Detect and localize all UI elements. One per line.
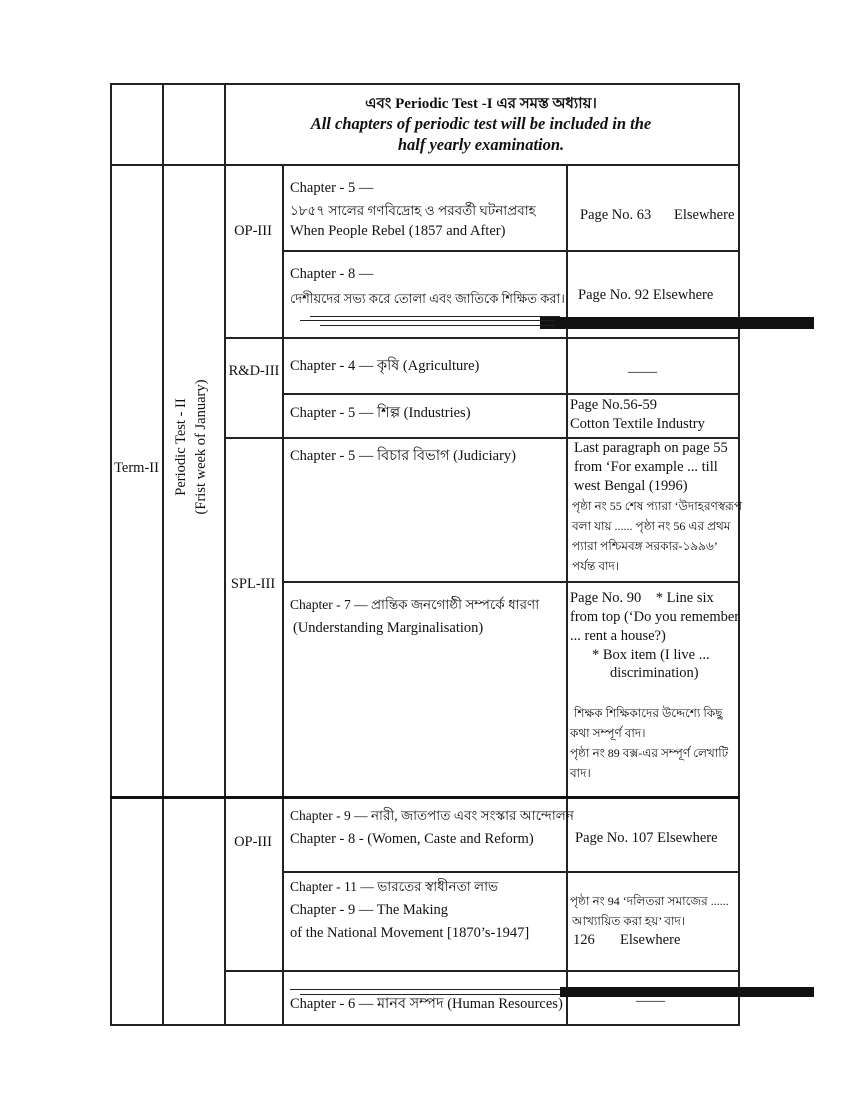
col-sep-4 bbox=[566, 165, 568, 1026]
scan-artifact-bar bbox=[560, 987, 814, 997]
subject-spl3: SPL-III bbox=[230, 576, 276, 592]
header-rule bbox=[110, 164, 739, 166]
remark-line: কথা সম্পূর্ণ বাদ। bbox=[570, 726, 646, 740]
row-sep bbox=[282, 250, 739, 252]
row-sep bbox=[282, 393, 739, 395]
remark-line: পৃষ্ঠা নং 89 বক্স-এর সম্পূর্ণ লেখাটি bbox=[570, 746, 729, 760]
remark-line: পর্যন্ত বাদ। bbox=[572, 559, 620, 573]
chapter-line: Chapter - 5 — বিচার বিভাগ (Judiciary) bbox=[290, 448, 516, 464]
subject-op3-b: OP-III bbox=[234, 834, 272, 850]
periodic-test-line2: (Frist week of January) bbox=[193, 379, 209, 515]
scan-artifact-bar bbox=[540, 317, 814, 329]
remark-line: Page No. 107 Elsewhere bbox=[575, 830, 718, 846]
remark-line: from ‘For example ... till bbox=[574, 459, 718, 475]
remark-line: পৃষ্ঠা নং 55 শেষ প্যারা ‘উদাহরণস্বরূপ bbox=[572, 499, 743, 513]
scan-artifact-stroke bbox=[310, 316, 560, 317]
header-english-line1: All chapters of periodic test will be included in the bbox=[310, 114, 652, 133]
remark-line: west Bengal (1996) bbox=[574, 478, 688, 494]
scan-artifact-stroke bbox=[320, 325, 555, 326]
remark-line: Elsewhere bbox=[620, 932, 681, 948]
remark-line: Elsewhere bbox=[674, 207, 735, 223]
chapter-line: Chapter - 9 — The Making bbox=[290, 902, 448, 918]
periodic-test-line1: Periodic Test - II bbox=[173, 398, 189, 496]
remark-line: Page No. 63 bbox=[580, 207, 652, 223]
remark-line: discrimination) bbox=[610, 665, 699, 681]
header-english-line2: half yearly examination. bbox=[397, 135, 565, 154]
chapter-line: When People Rebel (1857 and After) bbox=[290, 223, 506, 239]
chapter-line: of the National Movement [1870’s-1947] bbox=[290, 925, 530, 941]
table-border-bottom bbox=[110, 1024, 739, 1026]
chapter-line: Chapter - 5 — bbox=[290, 180, 374, 196]
remark-line: প্যারা পশ্চিমবঙ্গ সরকার-১৯৯৬’ bbox=[572, 539, 718, 553]
remark-line: Page No. 90 * Line six bbox=[570, 590, 714, 606]
remark-line: Cotton Textile Industry bbox=[570, 416, 705, 432]
section-rule bbox=[110, 796, 739, 799]
table-border-right bbox=[738, 83, 740, 1026]
remark-line: ... rent a house?) bbox=[570, 628, 666, 644]
chapter-line: (Understanding Marginalisation) bbox=[293, 620, 484, 636]
row-sep bbox=[224, 970, 739, 972]
header-bengali: এবং Periodic Test -I এর সমস্ত অধ্যায়। bbox=[365, 96, 597, 112]
chapter-line: Chapter - 9 — নারী, জাতপাত এবং সংস্কার আন্দোলন bbox=[290, 808, 574, 823]
remark-line: বলা যায় ...... পৃষ্ঠা নং 56 এর প্রথম bbox=[572, 519, 731, 533]
chapter-line: ১৮৫৭ সালের গণবিদ্রোহ ও পরবর্তী ঘটনাপ্রবাহ bbox=[290, 203, 536, 218]
row-sep bbox=[224, 337, 739, 339]
col-sep-1 bbox=[162, 83, 164, 1026]
chapter-line: Chapter - 6 — মানব সম্পদ (Human Resources) bbox=[290, 996, 563, 1012]
chapter-line: Chapter - 8 — bbox=[290, 266, 374, 282]
remark-line: —— bbox=[628, 364, 657, 380]
remark-line: Last paragraph on page 55 bbox=[574, 440, 728, 456]
remark-line: বাদ। bbox=[570, 766, 591, 780]
subject-op3: OP-III bbox=[234, 223, 272, 239]
table-border-top bbox=[110, 83, 739, 85]
chapter-line: Chapter - 4 — কৃষি (Agriculture) bbox=[290, 358, 480, 374]
scan-artifact-stroke bbox=[290, 989, 560, 990]
remark-line: পৃষ্ঠা নং 94 ‘দলিতরা সমাজের ...... bbox=[570, 894, 729, 908]
remark-line: from top (‘Do you remember bbox=[570, 609, 740, 625]
periodic-test-label bbox=[171, 347, 215, 547]
remark-line: * Box item (I live ... bbox=[592, 647, 710, 663]
chapter-line: Chapter - 11 — ভারতের স্বাধীনতা লাভ bbox=[290, 879, 499, 894]
scan-artifact-stroke bbox=[300, 320, 555, 321]
chapter-line: দেশীয়দের সভ্য করে তোলা এবং জাতিকে শিক্ষিত করা। bbox=[290, 291, 565, 306]
remark-line: —— bbox=[636, 993, 665, 1009]
row-sep bbox=[282, 871, 739, 873]
remark-line: আখ্যায়িত করা হয়’ বাদ। bbox=[572, 914, 686, 928]
chapter-line: Chapter - 8 - (Women, Caste and Reform) bbox=[290, 831, 534, 847]
remark-line: শিক্ষক শিক্ষিকাদের উদ্দেশ্যে কিছু bbox=[574, 706, 723, 720]
remark-line: Page No. 92 Elsewhere bbox=[578, 287, 714, 303]
row-sep bbox=[282, 581, 739, 583]
remark-line: 126 bbox=[573, 932, 595, 948]
table-border-left bbox=[110, 83, 112, 1026]
subject-rd3: R&D-III bbox=[228, 363, 280, 379]
chapter-line: Chapter - 7 — প্রান্তিক জনগোষ্ঠী সম্পর্কে ধারণা bbox=[290, 597, 540, 612]
remark-line: Page No.56-59 bbox=[570, 397, 657, 413]
term-label: Term-II bbox=[114, 460, 159, 476]
col-sep-3 bbox=[282, 165, 284, 1026]
chapter-line: Chapter - 5 — শিল্প (Industries) bbox=[290, 405, 471, 421]
